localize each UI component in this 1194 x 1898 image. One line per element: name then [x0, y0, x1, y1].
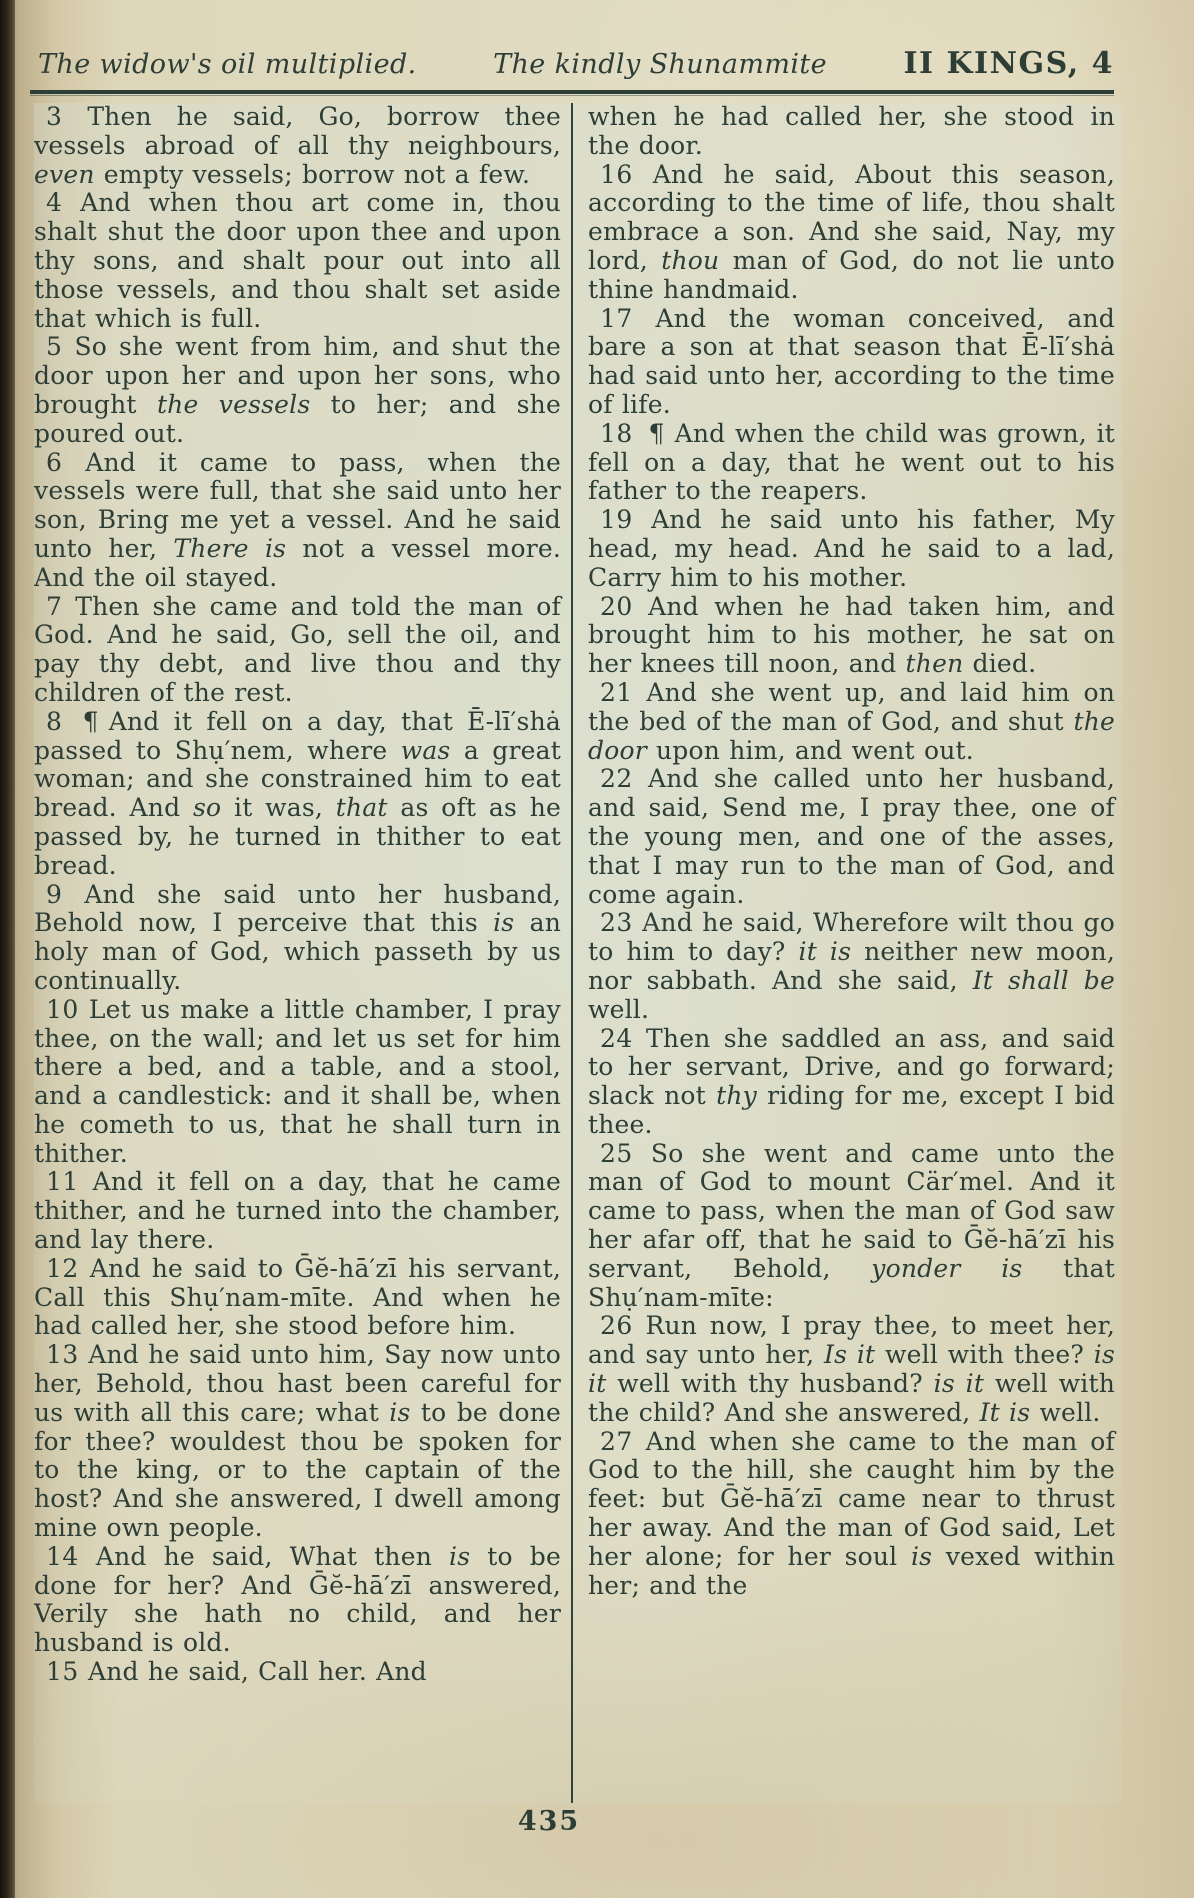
verse-text: And she went up, and laid him on the bed of the man of God, and shut	[588, 677, 1115, 736]
verse-number: 24	[600, 1023, 633, 1053]
verse-text: And he said, Call her. And	[87, 1657, 427, 1687]
verse-24	[588, 1025, 1115, 1140]
running-head-left: The widow's oil multiplied.	[38, 49, 417, 80]
verse-19	[588, 506, 1115, 592]
verse-number: 5	[46, 332, 63, 362]
verse-18	[588, 420, 1115, 506]
verse-text: So she went from him, and shut the door upon her and upon her sons, who brought	[34, 332, 561, 419]
running-head-center: The kindly Shunammite	[493, 49, 828, 80]
verse-text: not a vessel more. And the oil stayed.	[34, 533, 561, 592]
verse-text: riding for me, except I bid thee.	[588, 1081, 1115, 1139]
verse-10	[34, 996, 561, 1169]
verse-3	[34, 103, 561, 189]
verse-23	[588, 909, 1115, 1024]
column-left	[34, 103, 573, 1803]
italic-text: the vessels	[156, 389, 311, 419]
book-binding-edge	[0, 0, 15, 1898]
verse-text: Then she came and told the man of God. And he said, Go, sell the oil, and pay thy debt, and live thou and thy children of the rest.	[34, 591, 561, 707]
italic-text: It shall be	[972, 965, 1116, 995]
verse-text: And he said, About this season, according to the time of life, thou shalt embrace a son. And she said, Nay, my lord,	[588, 159, 1115, 275]
verse-number: 12	[46, 1253, 79, 1283]
verse-number: 16	[600, 159, 633, 189]
verse-number: 4	[46, 188, 63, 218]
verse-text: And he said unto him, Say now unto her, Behold, thou hast been careful for us with all this care; what	[34, 1340, 561, 1427]
verse-8	[34, 708, 561, 881]
verse-number: 18	[600, 418, 633, 448]
verse-text: well with the child? And she answered,	[588, 1369, 1115, 1427]
verse-number: 20	[600, 591, 633, 621]
verse-text: it was,	[221, 793, 336, 823]
verse-number: 7	[46, 591, 63, 621]
verse-number: 8	[46, 706, 63, 736]
verse-26	[588, 1312, 1115, 1427]
verse-16	[588, 161, 1115, 305]
verse-17	[588, 305, 1115, 420]
page-header	[38, 46, 1114, 81]
italic-text: yonder is	[871, 1253, 1023, 1283]
verse-text: And he said unto his father, My head, my head. And he said to a lad, Carry him to his mother.	[588, 505, 1115, 592]
italic-text: the door	[588, 706, 1115, 765]
verse-number: 25	[600, 1138, 633, 1168]
verse-14	[34, 1543, 561, 1658]
verse-number: 22	[600, 764, 633, 794]
italic-text: was	[400, 735, 451, 765]
verse-text: vexed within her; and the	[588, 1541, 1115, 1600]
verse-text: that Shụ′nam-mīte:	[588, 1253, 1115, 1312]
verse-number: 10	[46, 994, 79, 1024]
verse-text: when he had called her, she stood in the door.	[588, 103, 1115, 160]
verse-12	[34, 1255, 561, 1341]
italic-text: that	[335, 793, 388, 823]
verse-number: 3	[46, 103, 63, 131]
pilcrow-mark: ¶	[82, 706, 99, 736]
book-chapter-reference: II KINGS, 4	[903, 46, 1114, 81]
header-rule	[30, 90, 1114, 94]
verse-text: And she called unto her husband, and said, Send me, I pray thee, one of the young men, and one of the asses, that I may run to the man of God, and come again.	[588, 764, 1115, 909]
verse-text: And when she came to the man of God to the hill, she caught him by the feet: but Ḡĕ-hā′zī came near to thrust her away. And the man of God said, Let her alone; for her soul	[588, 1426, 1115, 1571]
verse-number: 19	[600, 505, 633, 535]
verse-text: And he said, Wherefore wilt thou go to him to day?	[588, 908, 1115, 967]
italic-text: thou	[661, 245, 720, 275]
verse-text: to be done for her? And Ḡĕ-hā′zī answered, Verily she hath no child, and her husband is old.	[34, 1541, 561, 1658]
verse-number: 9	[46, 879, 63, 909]
page-number: 435	[517, 1806, 581, 1837]
verse-21	[588, 679, 1115, 765]
verse-5	[34, 333, 561, 448]
italic-text: Is it	[824, 1340, 876, 1370]
verse-text: man of God, do not lie unto thine handmaid.	[588, 245, 1115, 304]
verse-text: And he said to Ḡĕ-hā′zī his servant, Call this Shụ′nam-mīte. And when he had called her, she stood before him.	[34, 1253, 561, 1341]
verse-text: as oft as he passed by, he turned in thither to eat bread.	[34, 793, 562, 880]
verse-text: And she said unto her husband, Behold now, I perceive that this	[34, 879, 561, 938]
verse-text: upon him, and went out.	[646, 735, 974, 765]
verse-text: to be done for thee? wouldest thou be spoken for to the king, or to the captain of the host? And she answered, I dwell among mine own people.	[34, 1397, 561, 1543]
verse-22	[588, 765, 1115, 909]
text-columns	[34, 103, 1122, 1803]
italic-text: is	[389, 1397, 411, 1427]
verse-number: 26	[600, 1311, 633, 1341]
verse-9	[34, 881, 561, 996]
verse-11	[34, 1168, 561, 1254]
verse-6	[34, 449, 561, 593]
verse-number: 6	[46, 447, 63, 477]
verse-text: Let us make a little chamber, I pray thee, on the wall; and let us set for him there a bed, and a table, and a stool, and a candlestick: and it shall be, when he cometh to us, that he shall turn in thither.	[34, 994, 561, 1168]
verse-number: 13	[46, 1340, 79, 1370]
verse-text: And when he had taken him, and brought him to his mother, he sat on her knees till noon, and	[588, 591, 1115, 679]
verse-continuation	[588, 103, 1115, 161]
verse-number: 17	[600, 303, 633, 333]
verse-number: 14	[46, 1541, 79, 1571]
verse-4	[34, 189, 561, 333]
verse-text: And when the child was grown, it fell on a day, that he went out to his father to the reapers.	[588, 418, 1115, 506]
italic-text: is	[449, 1541, 471, 1571]
verse-13	[34, 1341, 561, 1543]
italic-text: is it	[933, 1369, 985, 1399]
verse-number: 23	[600, 908, 633, 938]
verse-20	[588, 593, 1115, 679]
verse-text: well.	[1030, 1397, 1101, 1427]
verse-text: died.	[963, 649, 1037, 679]
pilcrow-mark: ¶	[648, 418, 665, 448]
italic-text: it is	[798, 937, 852, 967]
verse-15	[34, 1658, 561, 1687]
italic-text: even	[34, 159, 95, 189]
verse-text: to her; and she poured out.	[34, 389, 561, 448]
verse-text: a great woman; and she constrained him to eat bread. And	[34, 735, 561, 823]
verse-number: 15	[46, 1657, 79, 1687]
verse-text: And it fell on a day, that Ē-lī′shȧ passed to Shụ′nem, where	[34, 706, 561, 765]
verse-27	[588, 1428, 1115, 1601]
page-footer	[34, 1806, 1064, 1837]
verse-7	[34, 593, 561, 708]
verse-text: neither new moon, nor sabbath. And she said,	[588, 937, 1115, 995]
verse-text: Run now, I pray thee, to meet her, and say unto her,	[588, 1311, 1115, 1370]
italic-text: There is	[173, 533, 287, 563]
italic-text: thy	[716, 1081, 757, 1111]
italic-text: is	[493, 908, 515, 938]
italic-text: so	[193, 793, 222, 823]
verse-number: 11	[46, 1167, 79, 1197]
verse-text: So she went and came unto the man of God to mount Cär′mel. And it came to pass, when the man of God saw her afar off, that he said to Ḡĕ-hā′zī his servant, Behold,	[588, 1138, 1115, 1283]
italic-text: then	[905, 649, 964, 679]
italic-text: is	[910, 1541, 933, 1571]
verse-number: 27	[600, 1426, 633, 1456]
italic-text: It is	[979, 1397, 1031, 1427]
verse-text: Then he said, Go, borrow thee vessels abroad of all thy neighbours,	[34, 103, 561, 160]
verse-text: And it came to pass, when the vessels were full, that she said unto her son, Bring me yet a vessel. And he said unto her,	[34, 447, 561, 563]
verse-number: 21	[600, 677, 633, 707]
verse-text: well.	[588, 994, 650, 1024]
verse-text: well with thy husband?	[606, 1369, 934, 1399]
italic-text: is it	[588, 1340, 1115, 1399]
verse-text: an holy man of God, which passeth by us continually.	[34, 908, 561, 995]
column-right	[573, 103, 1115, 1803]
verse-text: And the woman conceived, and bare a son at that season that Ē-lī′shȧ had said unto her, according to the time of life.	[588, 303, 1115, 419]
verse-text: well with thee?	[875, 1340, 1094, 1370]
verse-text: Then she saddled an ass, and said to her servant, Drive, and go forward; slack not	[588, 1023, 1115, 1111]
verse-text: And when thou art come in, thou shalt shut the door upon thee and upon thy sons, and shalt pour out into all those vessels, and thou shalt set aside that which is full.	[34, 188, 561, 333]
verse-text: And he said, What then	[95, 1541, 450, 1571]
verse-text: empty vessels; borrow not a few.	[94, 159, 531, 189]
verse-25	[588, 1140, 1115, 1313]
verse-text: And it fell on a day, that he came thither, and he turned into the chamber, and lay there.	[34, 1167, 562, 1255]
